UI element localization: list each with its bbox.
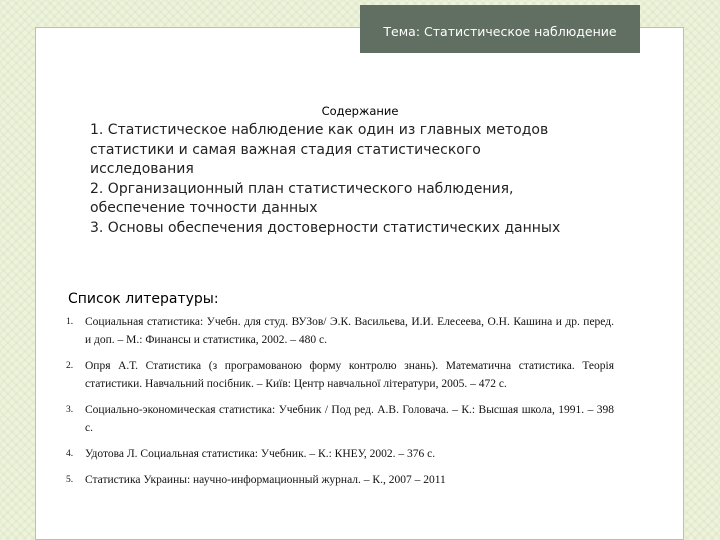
literature-item — [66, 313, 614, 349]
contents-list — [90, 121, 650, 238]
literature-item — [66, 401, 614, 437]
contents-line: 1. Статистическое наблюдение как один из главных методов — [90, 122, 549, 138]
literature-item-text: Социально-экономическая статистика: Учебник / Под ред. А.В. Головача. – К.: Высшая школа, 1991. – 398 с. — [85, 404, 614, 434]
literature-item-text: Опря А.Т. Статистика (з програмованою форму контролю знань). Математична статистика. Теорія статистики. Навчальний посібник. – Київ: Центр навчальної літератури, 2005. – 472 с. — [85, 360, 614, 390]
literature-item-text: Статистика Украины: научно-информационный журнал. – К., 2007 – 2011 — [85, 474, 446, 486]
literature-item — [66, 357, 614, 393]
literature-item-text: Социальная статистика: Учебн. для студ. ВУЗов/ Э.К. Васильева, И.И. Елесеева, О.Н. Кашина и др. перед. и доп. – М.: Финансы и статистика, 2002. – 480 с. — [85, 316, 614, 346]
literature-item — [66, 471, 614, 489]
literature-list — [66, 313, 614, 497]
contents-line: статистики и самая важная стадия статистического — [90, 141, 481, 158]
literature-item-number: 3. — [66, 405, 74, 415]
literature-item — [66, 445, 614, 463]
contents-line: 2. Организационный план статистического наблюдения, — [90, 180, 514, 197]
literature-item-number: 5. — [66, 475, 74, 485]
contents-line: 3. Основы обеспечения достоверности статистических данных — [90, 219, 561, 236]
literature-item-number: 4. — [66, 449, 74, 459]
literature-item-number: 2. — [66, 361, 74, 371]
literature-item-text: Удотова Л. Социальная статистика: Учебник. – К.: КНЕУ, 2002. – 376 с. — [85, 448, 436, 460]
contents-line: обеспечение точности данных — [90, 200, 318, 216]
slide-title: Тема: Статистическое наблюдение — [383, 24, 617, 39]
literature-item-number: 1. — [66, 317, 74, 327]
title-tab — [360, 5, 640, 53]
contents-heading: Содержание — [321, 104, 399, 118]
literature-heading: Список литературы: — [68, 291, 219, 307]
contents-line: исследования — [90, 161, 194, 177]
